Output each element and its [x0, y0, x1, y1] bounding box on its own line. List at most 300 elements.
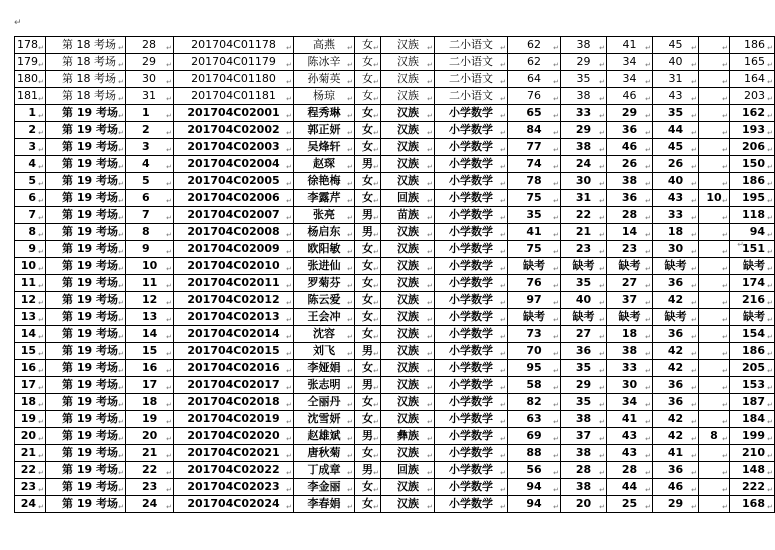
- table-row: [15, 88, 775, 105]
- score-1-cell: 82 ↵: [508, 394, 561, 411]
- exam-room-cell: 第 19 考场 ↵: [46, 360, 126, 377]
- score-4-cell: 45 ↵: [653, 37, 699, 54]
- score-4-cell: 44 ↵: [653, 122, 699, 139]
- subject-cell: 小学数学 ↵: [435, 411, 508, 428]
- gender-cell: 女 ↵: [355, 105, 381, 122]
- table-row: [15, 105, 775, 122]
- exam-room-cell: 第 18 考场 ↵: [46, 54, 126, 71]
- bonus-score-cell: [699, 275, 730, 292]
- row-number-cell: 13 ↵: [15, 309, 46, 326]
- exam-room-cell: 第 19 考场 ↵: [46, 241, 126, 258]
- score-1-cell: 58 ↵: [508, 377, 561, 394]
- score-1-cell: 73 ↵: [508, 326, 561, 343]
- paragraph-mark-icon: ↵: [737, 240, 744, 249]
- score-3-cell: 44 ↵: [607, 479, 653, 496]
- student-name-cell: 陈冰辛 ↵: [294, 54, 355, 71]
- score-3-cell: 34 ↵: [607, 71, 653, 88]
- score-2-cell: 40 ↵: [561, 292, 607, 309]
- score-1-cell: 62 ↵: [508, 54, 561, 71]
- bonus-score-cell: [699, 54, 730, 71]
- exam-id-cell: 201704C02011 ↵: [174, 275, 294, 292]
- exam-id-cell: 201704C02015 ↵: [174, 343, 294, 360]
- gender-cell: 女 ↵: [355, 122, 381, 139]
- gender-cell: 女 ↵: [355, 394, 381, 411]
- row-number-cell: 3 ↵: [15, 139, 46, 156]
- score-4-cell: 35 ↵: [653, 105, 699, 122]
- row-number-cell: 5 ↵: [15, 173, 46, 190]
- exam-room-cell: 第 19 考场 ↵: [46, 224, 126, 241]
- total-score-cell: 186 ↵: [730, 37, 775, 54]
- exam-id-cell: 201704C02021 ↵: [174, 445, 294, 462]
- exam-room-cell: 第 19 考场 ↵: [46, 479, 126, 496]
- gender-cell: 女 ↵: [355, 54, 381, 71]
- exam-room-cell: 第 19 考场 ↵: [46, 377, 126, 394]
- student-name-cell: 杨琼 ↵: [294, 88, 355, 105]
- score-4-cell: 40 ↵: [653, 173, 699, 190]
- student-name-cell: 徐艳梅 ↵: [294, 173, 355, 190]
- seat-number-cell: 29 ↵: [126, 54, 174, 71]
- exam-room-cell: 第 19 考场 ↵: [46, 462, 126, 479]
- student-name-cell: 李娅娟 ↵: [294, 360, 355, 377]
- score-4-cell: 26 ↵: [653, 156, 699, 173]
- exam-room-cell: 第 18 考场 ↵: [46, 71, 126, 88]
- ethnicity-cell: 汉族 ↵: [381, 496, 435, 513]
- score-1-cell: 77 ↵: [508, 139, 561, 156]
- student-name-cell: 郭正妍 ↵: [294, 122, 355, 139]
- student-name-cell: 欧阳敏 ↵: [294, 241, 355, 258]
- score-2-cell: 35 ↵: [561, 360, 607, 377]
- score-3-cell: 43 ↵: [607, 428, 653, 445]
- subject-cell: 小学数学 ↵: [435, 190, 508, 207]
- exam-id-cell: 201704C02016 ↵: [174, 360, 294, 377]
- score-4-cell: 缺考 ↵: [653, 309, 699, 326]
- score-2-cell: 35 ↵: [561, 275, 607, 292]
- seat-number-cell: 2 ↵: [126, 122, 174, 139]
- row-number-cell: 12 ↵: [15, 292, 46, 309]
- score-1-cell: 70 ↵: [508, 343, 561, 360]
- table-row: [15, 54, 775, 71]
- ethnicity-cell: 汉族 ↵: [381, 241, 435, 258]
- seat-number-cell: 10 ↵: [126, 258, 174, 275]
- bonus-score-cell: [699, 258, 730, 275]
- seat-number-cell: 28 ↵: [126, 37, 174, 54]
- subject-cell: 小学数学 ↵: [435, 258, 508, 275]
- table-row: [15, 292, 775, 309]
- score-3-cell: 28 ↵: [607, 207, 653, 224]
- bonus-score-cell: [699, 309, 730, 326]
- gender-cell: 女 ↵: [355, 275, 381, 292]
- score-4-cell: 29 ↵: [653, 496, 699, 513]
- gender-cell: 男 ↵: [355, 224, 381, 241]
- score-2-cell: 38 ↵: [561, 139, 607, 156]
- ethnicity-cell: 汉族 ↵: [381, 156, 435, 173]
- gender-cell: 女 ↵: [355, 411, 381, 428]
- row-number-cell: 24 ↵: [15, 496, 46, 513]
- score-1-cell: 69 ↵: [508, 428, 561, 445]
- score-3-cell: 36 ↵: [607, 190, 653, 207]
- score-4-cell: 33 ↵: [653, 207, 699, 224]
- exam-room-cell: 第 19 考场 ↵: [46, 326, 126, 343]
- gender-cell: 女 ↵: [355, 496, 381, 513]
- total-score-cell: 162 ↵: [730, 105, 775, 122]
- bonus-score-cell: [699, 377, 730, 394]
- student-name-cell: 丁成章 ↵: [294, 462, 355, 479]
- score-2-cell: 35 ↵: [561, 71, 607, 88]
- score-4-cell: 42 ↵: [653, 343, 699, 360]
- student-name-cell: 赵雄斌 ↵: [294, 428, 355, 445]
- student-name-cell: 沈容 ↵: [294, 326, 355, 343]
- student-name-cell: 沈雪妍 ↵: [294, 411, 355, 428]
- subject-cell: 小学数学 ↵: [435, 156, 508, 173]
- score-2-cell: 28 ↵: [561, 462, 607, 479]
- subject-cell: 小学数学 ↵: [435, 173, 508, 190]
- row-number-cell: 14 ↵: [15, 326, 46, 343]
- score-4-cell: 45 ↵: [653, 139, 699, 156]
- exam-room-cell: 第 19 考场 ↵: [46, 309, 126, 326]
- exam-room-cell: 第 19 考场 ↵: [46, 428, 126, 445]
- gender-cell: 女 ↵: [355, 139, 381, 156]
- ethnicity-cell: 汉族 ↵: [381, 411, 435, 428]
- score-4-cell: 40 ↵: [653, 54, 699, 71]
- table-row: [15, 411, 775, 428]
- seat-number-cell: 4 ↵: [126, 156, 174, 173]
- exam-id-cell: 201704C02018 ↵: [174, 394, 294, 411]
- gender-cell: 男 ↵: [355, 207, 381, 224]
- gender-cell: 女 ↵: [355, 479, 381, 496]
- score-3-cell: 14 ↵: [607, 224, 653, 241]
- subject-cell: 二小语文 ↵: [435, 71, 508, 88]
- student-name-cell: 吴烽轩 ↵: [294, 139, 355, 156]
- total-score-cell: 缺考 ↵: [730, 258, 775, 275]
- row-number-cell: 178 ↵: [15, 37, 46, 54]
- ethnicity-cell: 汉族 ↵: [381, 173, 435, 190]
- ethnicity-cell: 汉族 ↵: [381, 71, 435, 88]
- seat-number-cell: 14 ↵: [126, 326, 174, 343]
- ethnicity-cell: 汉族 ↵: [381, 394, 435, 411]
- exam-id-cell: 201704C02019 ↵: [174, 411, 294, 428]
- score-1-cell: 75 ↵: [508, 241, 561, 258]
- student-name-cell: 高燕 ↵: [294, 37, 355, 54]
- exam-room-cell: 第 19 考场 ↵: [46, 394, 126, 411]
- seat-number-cell: 22 ↵: [126, 462, 174, 479]
- table-row: [15, 326, 775, 343]
- table-row: [15, 224, 775, 241]
- score-2-cell: 31 ↵: [561, 190, 607, 207]
- score-1-cell: 76 ↵: [508, 275, 561, 292]
- total-score-cell: 216 ↵: [730, 292, 775, 309]
- score-4-cell: 18 ↵: [653, 224, 699, 241]
- exam-id-cell: 201704C01178 ↵: [174, 37, 294, 54]
- total-score-cell: 222 ↵: [730, 479, 775, 496]
- total-score-cell: 203 ↵: [730, 88, 775, 105]
- seat-number-cell: 1 ↵: [126, 105, 174, 122]
- score-4-cell: 41 ↵: [653, 445, 699, 462]
- score-1-cell: 88 ↵: [508, 445, 561, 462]
- score-2-cell: 22 ↵: [561, 207, 607, 224]
- score-4-cell: 36 ↵: [653, 462, 699, 479]
- total-score-cell: 195 ↵: [730, 190, 775, 207]
- ethnicity-cell: 汉族 ↵: [381, 326, 435, 343]
- bonus-score-cell: [699, 479, 730, 496]
- student-name-cell: 李露芹 ↵: [294, 190, 355, 207]
- seat-number-cell: 24 ↵: [126, 496, 174, 513]
- total-score-cell: 151 ↵: [730, 241, 775, 258]
- total-score-cell: 186 ↵: [730, 173, 775, 190]
- total-score-cell: 205 ↵: [730, 360, 775, 377]
- student-name-cell: 张志明 ↵: [294, 377, 355, 394]
- row-number-cell: 9 ↵: [15, 241, 46, 258]
- score-1-cell: 64 ↵: [508, 71, 561, 88]
- bonus-score-cell: [699, 122, 730, 139]
- score-4-cell: 42 ↵: [653, 411, 699, 428]
- score-4-cell: 36 ↵: [653, 275, 699, 292]
- score-1-cell: 63 ↵: [508, 411, 561, 428]
- score-3-cell: 29 ↵: [607, 105, 653, 122]
- exam-room-cell: 第 19 考场 ↵: [46, 207, 126, 224]
- total-score-cell: 184 ↵: [730, 411, 775, 428]
- subject-cell: 小学数学 ↵: [435, 394, 508, 411]
- seat-number-cell: 20 ↵: [126, 428, 174, 445]
- row-number-cell: 11 ↵: [15, 275, 46, 292]
- exam-room-cell: 第 19 考场 ↵: [46, 258, 126, 275]
- ethnicity-cell: 汉族 ↵: [381, 224, 435, 241]
- exam-id-cell: 201704C02003 ↵: [174, 139, 294, 156]
- ethnicity-cell: 汉族 ↵: [381, 479, 435, 496]
- total-score-cell: 118 ↵: [730, 207, 775, 224]
- seat-number-cell: 12 ↵: [126, 292, 174, 309]
- total-score-cell: 150 ↵: [730, 156, 775, 173]
- score-3-cell: 27 ↵: [607, 275, 653, 292]
- score-3-cell: 25 ↵: [607, 496, 653, 513]
- table-row: [15, 207, 775, 224]
- ethnicity-cell: 彝族 ↵: [381, 428, 435, 445]
- student-name-cell: 孙菊英 ↵: [294, 71, 355, 88]
- total-score-cell: 193 ↵: [730, 122, 775, 139]
- student-name-cell: 仝丽丹 ↵: [294, 394, 355, 411]
- score-3-cell: 30 ↵: [607, 377, 653, 394]
- score-4-cell: 46 ↵: [653, 479, 699, 496]
- score-3-cell: 46 ↵: [607, 139, 653, 156]
- ethnicity-cell: 汉族 ↵: [381, 360, 435, 377]
- gender-cell: 女 ↵: [355, 326, 381, 343]
- total-score-cell: 148 ↵: [730, 462, 775, 479]
- gender-cell: 女 ↵: [355, 190, 381, 207]
- bonus-score-cell: [699, 224, 730, 241]
- table-row: [15, 343, 775, 360]
- score-1-cell: 56 ↵: [508, 462, 561, 479]
- table-row: [15, 258, 775, 275]
- score-4-cell: 36 ↵: [653, 326, 699, 343]
- exam-id-cell: 201704C02004 ↵: [174, 156, 294, 173]
- score-1-cell: 缺考 ↵: [508, 309, 561, 326]
- exam-id-cell: 201704C02002 ↵: [174, 122, 294, 139]
- score-4-cell: 42 ↵: [653, 360, 699, 377]
- ethnicity-cell: 汉族 ↵: [381, 88, 435, 105]
- exam-id-cell: 201704C02022 ↵: [174, 462, 294, 479]
- ethnicity-cell: 回族 ↵: [381, 190, 435, 207]
- seat-number-cell: 5 ↵: [126, 173, 174, 190]
- score-3-cell: 34 ↵: [607, 394, 653, 411]
- ethnicity-cell: 汉族 ↵: [381, 139, 435, 156]
- gender-cell: 女 ↵: [355, 309, 381, 326]
- ethnicity-cell: 汉族 ↵: [381, 343, 435, 360]
- exam-id-cell: 201704C01180 ↵: [174, 71, 294, 88]
- row-number-cell: 1 ↵: [15, 105, 46, 122]
- total-score-cell: 164 ↵: [730, 71, 775, 88]
- student-name-cell: 李春娟 ↵: [294, 496, 355, 513]
- subject-cell: 小学数学 ↵: [435, 462, 508, 479]
- seat-number-cell: 16 ↵: [126, 360, 174, 377]
- bonus-score-cell: [699, 139, 730, 156]
- total-score-cell: 168 ↵: [730, 496, 775, 513]
- subject-cell: 小学数学 ↵: [435, 309, 508, 326]
- table-row: [15, 241, 775, 258]
- exam-room-cell: 第 19 考场 ↵: [46, 122, 126, 139]
- ethnicity-cell: 苗族 ↵: [381, 207, 435, 224]
- score-3-cell: 38 ↵: [607, 343, 653, 360]
- score-2-cell: 24 ↵: [561, 156, 607, 173]
- row-number-cell: 8 ↵: [15, 224, 46, 241]
- row-number-cell: 18 ↵: [15, 394, 46, 411]
- gender-cell: 男 ↵: [355, 462, 381, 479]
- exam-id-cell: 201704C02023 ↵: [174, 479, 294, 496]
- score-4-cell: 缺考 ↵: [653, 258, 699, 275]
- gender-cell: 女 ↵: [355, 71, 381, 88]
- score-2-cell: 23 ↵: [561, 241, 607, 258]
- subject-cell: 小学数学 ↵: [435, 139, 508, 156]
- exam-id-cell: 201704C02005 ↵: [174, 173, 294, 190]
- row-number-cell: 16 ↵: [15, 360, 46, 377]
- table-row: [15, 139, 775, 156]
- bonus-score-cell: [699, 411, 730, 428]
- score-2-cell: 35 ↵: [561, 394, 607, 411]
- score-2-cell: 29 ↵: [561, 377, 607, 394]
- student-name-cell: 张进仙 ↵: [294, 258, 355, 275]
- table-row: [15, 462, 775, 479]
- subject-cell: 小学数学 ↵: [435, 241, 508, 258]
- table-row: [15, 445, 775, 462]
- subject-cell: 二小语文 ↵: [435, 54, 508, 71]
- bonus-score-cell: [699, 241, 730, 258]
- row-number-cell: 179 ↵: [15, 54, 46, 71]
- total-score-cell: 199 ↵: [730, 428, 775, 445]
- exam-id-cell: 201704C01179 ↵: [174, 54, 294, 71]
- subject-cell: 小学数学 ↵: [435, 326, 508, 343]
- score-2-cell: 29 ↵: [561, 54, 607, 71]
- score-2-cell: 36 ↵: [561, 343, 607, 360]
- seat-number-cell: 7 ↵: [126, 207, 174, 224]
- table-row: [15, 71, 775, 88]
- subject-cell: 小学数学 ↵: [435, 122, 508, 139]
- seat-number-cell: 17 ↵: [126, 377, 174, 394]
- exam-room-cell: 第 19 考场 ↵: [46, 190, 126, 207]
- row-number-cell: 23 ↵: [15, 479, 46, 496]
- student-name-cell: 李金丽 ↵: [294, 479, 355, 496]
- exam-room-cell: 第 19 考场 ↵: [46, 411, 126, 428]
- exam-id-cell: 201704C02001 ↵: [174, 105, 294, 122]
- row-number-cell: 22 ↵: [15, 462, 46, 479]
- gender-cell: 女 ↵: [355, 88, 381, 105]
- total-score-cell: 210 ↵: [730, 445, 775, 462]
- total-score-cell: 206 ↵: [730, 139, 775, 156]
- score-1-cell: 84 ↵: [508, 122, 561, 139]
- ethnicity-cell: 回族 ↵: [381, 462, 435, 479]
- bonus-score-cell: [699, 292, 730, 309]
- exam-id-cell: 201704C02009 ↵: [174, 241, 294, 258]
- table-row: [15, 479, 775, 496]
- bonus-score-cell: [699, 207, 730, 224]
- ethnicity-cell: 汉族 ↵: [381, 309, 435, 326]
- score-3-cell: 43 ↵: [607, 445, 653, 462]
- score-3-cell: 46 ↵: [607, 88, 653, 105]
- exam-room-cell: 第 19 考场 ↵: [46, 343, 126, 360]
- ethnicity-cell: 汉族 ↵: [381, 377, 435, 394]
- total-score-cell: 186 ↵: [730, 343, 775, 360]
- table-row: [15, 37, 775, 54]
- score-4-cell: 43 ↵: [653, 88, 699, 105]
- exam-id-cell: 201704C02013 ↵: [174, 309, 294, 326]
- score-1-cell: 35 ↵: [508, 207, 561, 224]
- score-2-cell: 38 ↵: [561, 37, 607, 54]
- score-2-cell: 38 ↵: [561, 411, 607, 428]
- score-3-cell: 缺考 ↵: [607, 258, 653, 275]
- gender-cell: 女 ↵: [355, 292, 381, 309]
- bonus-score-cell: [699, 71, 730, 88]
- row-number-cell: 10 ↵: [15, 258, 46, 275]
- subject-cell: 小学数学 ↵: [435, 292, 508, 309]
- total-score-cell: 154 ↵: [730, 326, 775, 343]
- exam-room-cell: 第 19 考场 ↵: [46, 445, 126, 462]
- row-number-cell: 7 ↵: [15, 207, 46, 224]
- table-row: [15, 275, 775, 292]
- row-number-cell: 6 ↵: [15, 190, 46, 207]
- bonus-score-cell: 8 ↵: [699, 428, 730, 445]
- gender-cell: 女 ↵: [355, 173, 381, 190]
- total-score-cell: 缺考 ↵: [730, 309, 775, 326]
- ethnicity-cell: 汉族 ↵: [381, 445, 435, 462]
- score-3-cell: 41 ↵: [607, 411, 653, 428]
- table-row: [15, 496, 775, 513]
- bonus-score-cell: [699, 105, 730, 122]
- score-2-cell: 29 ↵: [561, 122, 607, 139]
- exam-id-cell: 201704C02006 ↵: [174, 190, 294, 207]
- score-1-cell: 65 ↵: [508, 105, 561, 122]
- bonus-score-cell: [699, 343, 730, 360]
- score-3-cell: 41 ↵: [607, 37, 653, 54]
- subject-cell: 小学数学 ↵: [435, 343, 508, 360]
- score-4-cell: 31 ↵: [653, 71, 699, 88]
- seat-number-cell: 15 ↵: [126, 343, 174, 360]
- exam-id-cell: 201704C02012 ↵: [174, 292, 294, 309]
- seat-number-cell: 6 ↵: [126, 190, 174, 207]
- score-table: [14, 36, 775, 513]
- student-name-cell: 陈云爱 ↵: [294, 292, 355, 309]
- exam-id-cell: 201704C02014 ↵: [174, 326, 294, 343]
- subject-cell: 小学数学 ↵: [435, 105, 508, 122]
- score-3-cell: 28 ↵: [607, 462, 653, 479]
- paragraph-mark-icon: ↵: [14, 18, 22, 28]
- score-2-cell: 27 ↵: [561, 326, 607, 343]
- bonus-score-cell: [699, 173, 730, 190]
- score-2-cell: 38 ↵: [561, 445, 607, 462]
- bonus-score-cell: [699, 394, 730, 411]
- exam-id-cell: 201704C02020 ↵: [174, 428, 294, 445]
- exam-id-cell: 201704C02010 ↵: [174, 258, 294, 275]
- exam-room-cell: 第 18 考场 ↵: [46, 88, 126, 105]
- row-number-cell: 180 ↵: [15, 71, 46, 88]
- seat-number-cell: 19 ↵: [126, 411, 174, 428]
- seat-number-cell: 8 ↵: [126, 224, 174, 241]
